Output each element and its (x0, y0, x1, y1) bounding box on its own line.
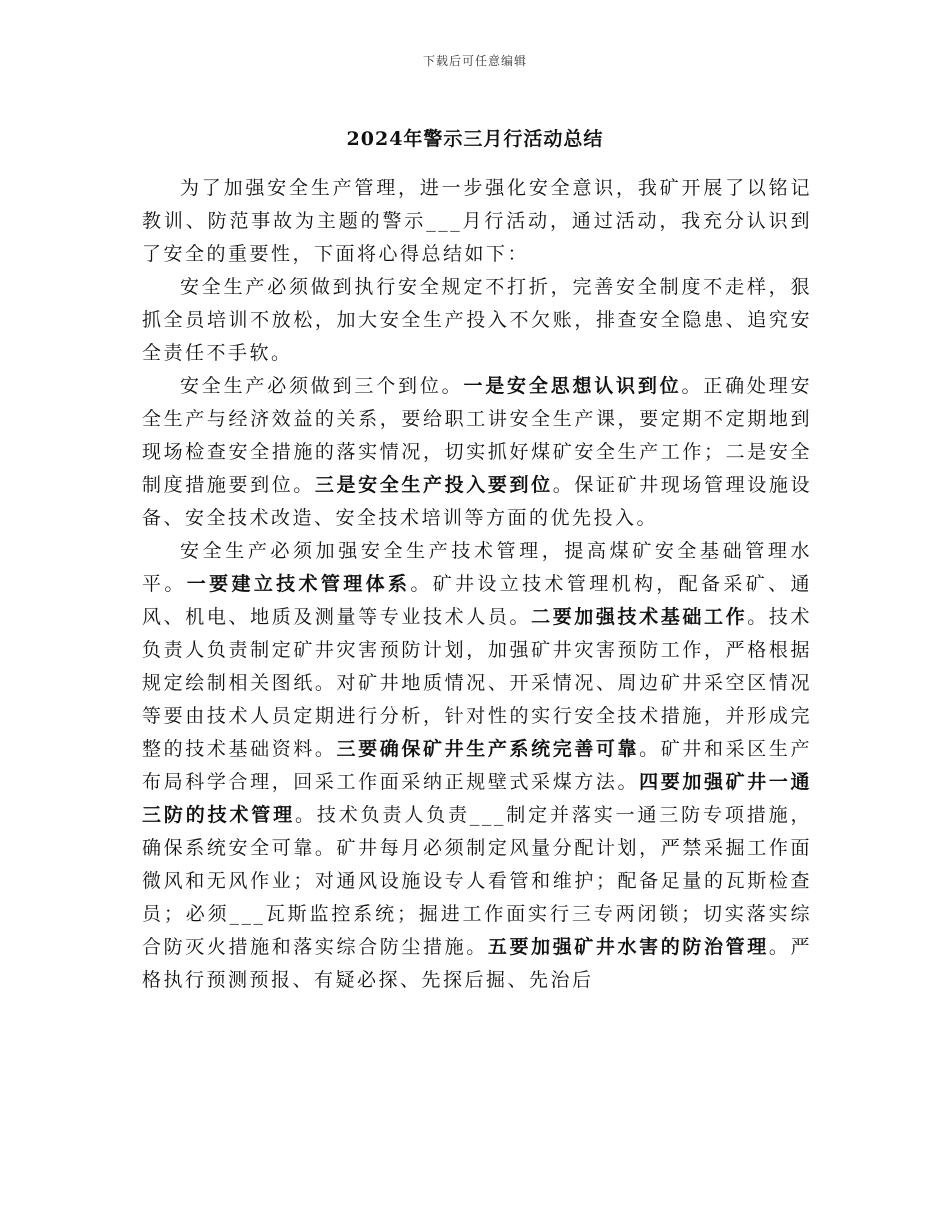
paragraph (142, 535, 812, 997)
text-run: 。技术负责人负责制定矿井灾害预防计划，加强矿井灾害预防工作，严格根据规定绘制相关图纸。对矿井地质情况、开采情况、周边矿井采空区情况等要由技术人员定期进行分析，针对性的实行安全技术措施，并形成完整的技术基础资料。 (142, 606, 812, 760)
bold-heading-run: 二要加强技术基础工作 (531, 606, 748, 628)
text-run: 。严格执行预测预报、有疑必探、先探后掘、先治后 (142, 936, 812, 991)
text-run: 。矿井和采区生产布局科学合理，回采工作面采纳正规壁式采煤方法。 (142, 738, 812, 793)
bold-heading-run: 五要加强矿井水害的防治管理 (487, 936, 769, 958)
bold-heading-run: 三是安全生产投入要到位 (314, 474, 553, 496)
document-title: 2024年警示三月行活动总结 (346, 128, 604, 150)
text-run: 。正确处理安全生产与经济效益的关系，要给职工讲安全生产课，要定期不定期地到现场检查安全措施的落实情况，切实抓好煤矿安全生产工作；二是安全制度措施要到位。 (142, 375, 812, 496)
bold-heading-run: 一要建立技术管理体系 (186, 573, 411, 595)
text-run: 安全生产必须加强安全生产技术管理，提高煤矿安全基础管理水平。 (142, 540, 812, 595)
text-run: 。矿井设立技术管理机构，配备采矿、通风、机电、地质及测量等专业技术人员。 (142, 573, 812, 628)
paragraph (142, 370, 812, 535)
text-run: 安全生产必须做到三个到位。 (180, 375, 464, 397)
bold-heading-run: 三要确保矿井生产系统完善可靠 (336, 738, 640, 760)
paragraph (142, 271, 812, 370)
text-run: 为了加强安全生产管理，进一步强化安全意识，我矿开展了以铭记教训、防范事故为主题的警示___月行活动，通过活动，我充分认识到了安全的重要性，下面将心得总结如下： (142, 177, 812, 265)
bold-heading-run: 四要加强矿井一通三防的技术管理 (142, 771, 812, 826)
paragraph (142, 172, 812, 271)
text-run: 。保证矿井现场管理设施设备、安全技术改造、安全技术培训等方面的优先投入。 (142, 474, 812, 529)
text-run: 。技术负责人负责___制定并落实一通三防专项措施，确保系统安全可靠。矿井每月必须制定风量分配计划，严禁采掘工作面微风和无风作业；对通风设施设专人看管和维护；配备足量的瓦斯检查员；必须___瓦斯监控系统；掘进工作面实行三专两闭锁；切实落实综合防灭火措施和落实综合防尘措施。 (142, 804, 812, 958)
text-run: 安全生产必须做到执行安全规定不打折，完善安全制度不走样，狠抓全员培训不放松，加大安全生产投入不欠账，排查安全隐患、追究安全责任不手软。 (142, 276, 812, 364)
page-header: 下载后可任意编辑 (422, 54, 527, 68)
bold-heading-run: 一是安全思想认识到位 (463, 375, 682, 397)
document-body (142, 172, 812, 997)
